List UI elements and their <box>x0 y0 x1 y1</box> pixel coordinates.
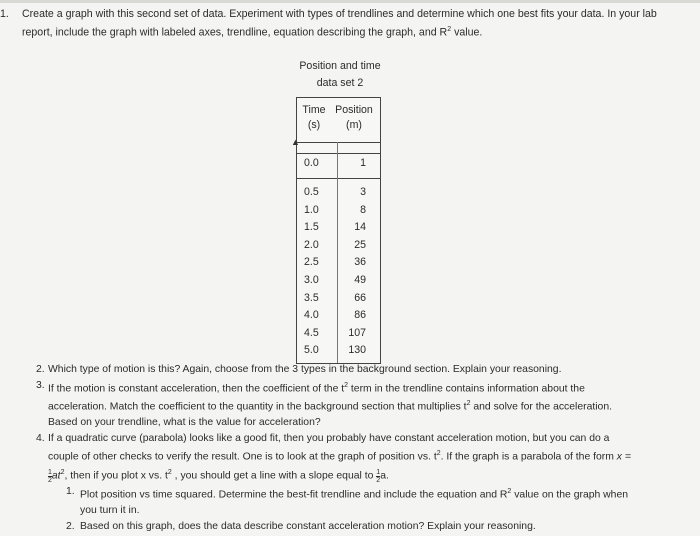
superscript: 2 <box>60 469 65 477</box>
question-2 <box>36 362 636 378</box>
question-number: 1. <box>0 8 9 20</box>
caption-line: Position and time <box>299 60 381 72</box>
table-caption <box>285 58 395 92</box>
table-row <box>297 237 380 255</box>
superscript: 2 <box>344 381 349 389</box>
cell-position: 66 <box>354 291 366 304</box>
table-row <box>297 325 380 343</box>
superscript: 2 <box>167 469 172 477</box>
table-row <box>297 272 380 290</box>
cell-position: 8 <box>360 203 366 216</box>
superscript: 2 <box>447 26 452 33</box>
formula: x = <box>616 451 631 463</box>
cell-position: 130 <box>348 344 366 357</box>
cell-time: 2.5 <box>304 256 319 269</box>
header-unit: (m) <box>346 119 362 131</box>
cell-position: 86 <box>354 309 366 322</box>
cursor-icon: ▲ <box>291 137 300 147</box>
question-text-tail: value. <box>451 26 483 39</box>
table-row <box>297 153 380 179</box>
header-position <box>331 103 377 133</box>
cell-position: 14 <box>354 221 366 234</box>
question-4-1 <box>36 484 636 518</box>
header-label: Position <box>335 104 373 116</box>
question-text: a. <box>380 470 389 482</box>
formula: at <box>51 470 61 482</box>
cell-position: 25 <box>354 238 366 251</box>
question-3 <box>36 378 636 431</box>
question-text: and solve for the acceleration. Based on your trendline, what is the value for acceleration? <box>48 401 612 429</box>
question-text: If the motion is constant acceleration, then the coefficient of the t <box>48 382 345 394</box>
cell-time: 4.0 <box>304 309 319 322</box>
cell-position: 107 <box>348 326 366 339</box>
table-row <box>297 184 380 202</box>
table-row <box>297 290 380 308</box>
superscript: 2 <box>507 488 512 496</box>
question-text: If a quadratic curve (parabola) looks like a good fit, then you probably have constant acceleration motion, but you can do a couple of other checks to verify the result. One is to look at the graph of position vs. t <box>48 432 610 463</box>
cell-time: 0.5 <box>304 186 319 198</box>
cell-time: 0.0 <box>304 157 319 169</box>
cell-time: 3.5 <box>304 291 319 304</box>
question-text: Plot position vs time squared. Determine the best-fit trendline and include the equation and R <box>80 489 508 501</box>
question-text: Based on this graph, does the data describe constant acceleration motion? Explain your reasoning. <box>80 520 536 532</box>
question-text: Which type of motion is this? Again, choose from the 3 types in the background section. Explain your reasoning. <box>48 364 562 375</box>
cell-position: 36 <box>354 256 366 269</box>
question-text: , then if you plot x vs. t <box>64 470 168 482</box>
question-text: value on the graph when you turn it in. <box>80 489 629 517</box>
cell-position: 3 <box>360 186 366 198</box>
question-text: . If the graph is a parabola of the form <box>440 451 617 463</box>
question-number: 4. <box>36 432 45 444</box>
fraction: $\frac{1}{2}$ <box>376 468 381 484</box>
question-number: 3. <box>36 379 45 391</box>
fraction: $\frac{1}{2}$ <box>48 468 52 484</box>
cell-time: 4.5 <box>304 326 319 339</box>
question-text: , you should get a line with a slope equal to <box>171 470 377 482</box>
question-number: 2. <box>66 520 75 532</box>
cell-time: 5.0 <box>304 344 319 357</box>
question-4-2 <box>36 519 636 535</box>
table-row <box>297 342 380 360</box>
table-row <box>297 307 380 325</box>
question-1 <box>0 6 662 41</box>
table-header <box>297 98 380 143</box>
cell-time: 1.5 <box>304 221 319 234</box>
cell-time: 3.0 <box>304 273 319 286</box>
top-rule <box>0 0 700 3</box>
question-text: Create a graph with this second set of data. Experiment with types of trendlines and determine which one best fits your data. In your lab report, include the graph with labeled axes, trendline, equation describing the graph, and R <box>22 8 657 39</box>
question-text: term in the trendline contains information about the acceleration. Match the coefficient to the quantity in the background section that multiplies t <box>48 382 585 413</box>
cell-position: 1 <box>360 157 366 169</box>
table-body <box>297 179 380 363</box>
data-table <box>296 97 381 364</box>
superscript: 2 <box>436 450 441 458</box>
cell-time: 1.0 <box>304 203 319 216</box>
caption-line: data set 2 <box>316 77 364 89</box>
header-unit: (s) <box>307 119 321 131</box>
table-row <box>297 254 380 272</box>
cell-time: 2.0 <box>304 238 319 251</box>
header-time <box>300 103 328 133</box>
header-label: Time <box>302 104 326 116</box>
table-row <box>297 219 380 237</box>
superscript: 2 <box>466 400 471 408</box>
question-list <box>36 362 636 534</box>
table-row <box>297 202 380 220</box>
question-4 <box>36 431 636 484</box>
column-divider <box>337 142 338 363</box>
cell-position: 49 <box>354 273 366 286</box>
question-number: 1. <box>66 486 75 498</box>
question-number: 2. <box>36 364 45 375</box>
